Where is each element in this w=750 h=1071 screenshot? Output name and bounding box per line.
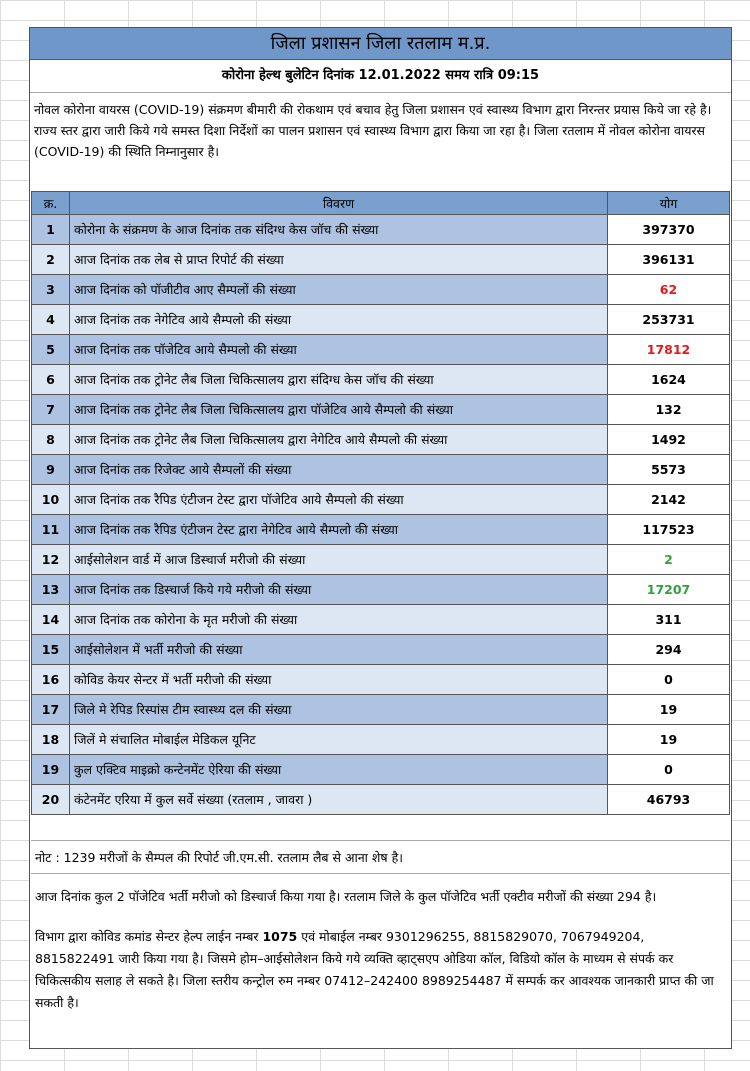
helpline-text-b: एवं मोबाईल नम्बर 9301296255, 8815829070, 7067949204, 8815822491 जारी किया गया है। जिसमे होम–आईसोलेशन किये गये व्यक्ति व्हाट्सएप ओडिया कॉल, विडियो कॉल के माध्यम से संपर्क कर चिकित्सकीय सलाह ले सकते है। जिला स्तरीय कन्ट्रोल रुम नम्बर 07412–242400 8989254487 में सम्पर्क कर आवश्यक जानकारी प्राप्त की जा सकती है। [35, 929, 714, 1010]
row-value: 46793 [608, 785, 730, 815]
district-title: जिला प्रशासन जिला रतलाम म.प्र. [30, 28, 731, 60]
row-serial: 11 [32, 515, 70, 545]
row-serial: 15 [32, 635, 70, 665]
row-serial: 2 [32, 245, 70, 275]
table-row [32, 575, 730, 605]
intro-paragraph: नोवल कोरोना वायरस (COVID-19) संक्रमण बीमारी की रोकथाम एवं बचाव हेतु जिला प्रशासन एवं स्वास्थ्य विभाग द्वारा निरन्तर प्रयास किये जा रहे है। राज्य स्तर द्वारा जारी किये गये समस्त दिशा निर्देशों का पालन प्रशासन एवं स्वास्थ्य विभाग द्वारा किया जा रहा है। जिला रतलाम में नोवल कोरोना वायरस (COVID-19) की स्थिति निम्नानुसार है। [34, 102, 712, 159]
row-value: 397370 [608, 215, 730, 245]
table-row [32, 635, 730, 665]
table-row [32, 665, 730, 695]
table-row [32, 365, 730, 395]
row-serial: 20 [32, 785, 70, 815]
row-value: 19 [608, 695, 730, 725]
row-description: आज दिनांक तक ट्रोनेट लैब जिला चिकित्सालय द्वारा संदिग्ध केस जॉच की संख्या [70, 365, 608, 395]
row-serial: 12 [32, 545, 70, 575]
notes-section [31, 840, 730, 1018]
row-value: 294 [608, 635, 730, 665]
row-serial: 4 [32, 305, 70, 335]
row-description: आज दिनांक तक कोरोना के मृत मरीजो की संख्या [70, 605, 608, 635]
row-value: 62 [608, 275, 730, 305]
row-description: आज दिनांक तक पॉजेटिव आये सैम्पलो की संख्या [70, 335, 608, 365]
row-description: कोरोना के संक्रमण के आज दिनांक तक संदिग्ध केस जॉच की संख्या [70, 215, 608, 245]
row-value: 0 [608, 665, 730, 695]
table-row [32, 455, 730, 485]
table-row [32, 425, 730, 455]
row-description: कंटेनमेंट एरिया में कुल सर्वे संख्या (रतलाम , जावरा ) [70, 785, 608, 815]
row-description: कोविड केयर सेन्टर में भर्ती मरीजो की संख्या [70, 665, 608, 695]
row-description: आज दिनांक को पॉजीटीव आए सैम्पलों की संख्या [70, 275, 608, 305]
covid-stats-table [31, 191, 730, 815]
table-row [32, 305, 730, 335]
row-description: कुल एक्टिव माइक्रो कन्टेनमेंट ऐरिया की संख्या [70, 755, 608, 785]
row-serial: 10 [32, 485, 70, 515]
table-row [32, 755, 730, 785]
helpline-number: 1075 [262, 929, 298, 944]
row-serial: 13 [32, 575, 70, 605]
row-description: आईसोलेशन वार्ड में आज डिस्चार्ज मरीजो की संख्या [70, 545, 608, 575]
header-serial: क्र. [32, 192, 70, 215]
table-row [32, 245, 730, 275]
row-description: आज दिनांक तक रिजेक्ट आये सैम्पलों की संख्या [70, 455, 608, 485]
table-row [32, 215, 730, 245]
row-description: आज दिनांक तक डिस्चार्ज किये गये मरीजो की संख्या [70, 575, 608, 605]
row-description: आज दिनांक तक ट्रोनेट लैब जिला चिकित्सालय द्वारा पॉजेटिव आये सैम्पलो की संख्या [70, 395, 608, 425]
row-value: 396131 [608, 245, 730, 275]
table-row [32, 275, 730, 305]
row-description: जिलें मे संचालित मोबाईल मेडिकल यूनिट [70, 725, 608, 755]
row-value: 117523 [608, 515, 730, 545]
row-description: आज दिनांक तक रैपिड एंटीजन टेस्ट द्वारा नेगेटिव आये सैम्पलो की संख्या [70, 515, 608, 545]
row-description: जिले मे रेपिड रिस्पांस टीम स्वास्थ्य दल की संख्या [70, 695, 608, 725]
table-row [32, 785, 730, 815]
row-value: 1624 [608, 365, 730, 395]
row-serial: 9 [32, 455, 70, 485]
row-serial: 7 [32, 395, 70, 425]
row-serial: 3 [32, 275, 70, 305]
row-serial: 18 [32, 725, 70, 755]
table-row [32, 545, 730, 575]
pending-report-note: नोट : 1239 मरीजों के सैम्पल की रिपोर्ट जी.एम.सी. रतलाम लैब से आना शेष है। [31, 840, 730, 874]
bulletin-date-line: कोरोना हेल्थ बुलेटिन दिनांक 12.01.2022 समय रात्रि 09:15 [30, 60, 731, 93]
row-value: 311 [608, 605, 730, 635]
row-serial: 8 [32, 425, 70, 455]
row-description: आज दिनांक तक ट्रोनेट लैब जिला चिकित्सालय द्वारा नेगेटिव आये सैम्पलो की संख्या [70, 425, 608, 455]
row-serial: 17 [32, 695, 70, 725]
row-serial: 1 [32, 215, 70, 245]
row-value: 17207 [608, 575, 730, 605]
row-serial: 19 [32, 755, 70, 785]
table-row [32, 695, 730, 725]
header-description: विवरण [70, 192, 608, 215]
table-row [32, 725, 730, 755]
bulletin-sheet [29, 27, 732, 1049]
row-value: 253731 [608, 305, 730, 335]
table-row [32, 395, 730, 425]
row-serial: 6 [32, 365, 70, 395]
row-value: 5573 [608, 455, 730, 485]
discharge-note: आज दिनांक कुल 2 पॉजेटिव भर्ती मरीजो को डिस्चार्ज किया गया है। रतलाम जिले के कुल पॉजेटिव भर्ती एक्टीव मरीजों की संख्या 294 है। [35, 889, 657, 904]
helpline-text-a: विभाग द्वारा कोविड कमांड सेन्टर हेल्प लाईन नम्बर [35, 929, 263, 944]
row-value: 1492 [608, 425, 730, 455]
table-row [32, 515, 730, 545]
row-description: आज दिनांक तक नेगेटिव आये सैम्पलो की संख्या [70, 305, 608, 335]
row-description: आज दिनांक तक रैपिड एंटीजन टेस्ट द्वारा पॉजेटिव आये सैम्पलो की संख्या [70, 485, 608, 515]
row-value: 17812 [608, 335, 730, 365]
row-serial: 14 [32, 605, 70, 635]
header-total: योग [608, 192, 730, 215]
row-description: आज दिनांक तक लेब से प्राप्त रिपोर्ट की संख्या [70, 245, 608, 275]
row-value: 0 [608, 755, 730, 785]
row-value: 132 [608, 395, 730, 425]
row-description: आईसोलेशन में भर्ती मरीजो की संख्या [70, 635, 608, 665]
table-header-row [32, 192, 730, 215]
table-row [32, 605, 730, 635]
row-value: 2 [608, 545, 730, 575]
table-row [32, 335, 730, 365]
table-row [32, 485, 730, 515]
row-serial: 5 [32, 335, 70, 365]
row-value: 2142 [608, 485, 730, 515]
row-serial: 16 [32, 665, 70, 695]
row-value: 19 [608, 725, 730, 755]
helpline-note [31, 912, 730, 1018]
